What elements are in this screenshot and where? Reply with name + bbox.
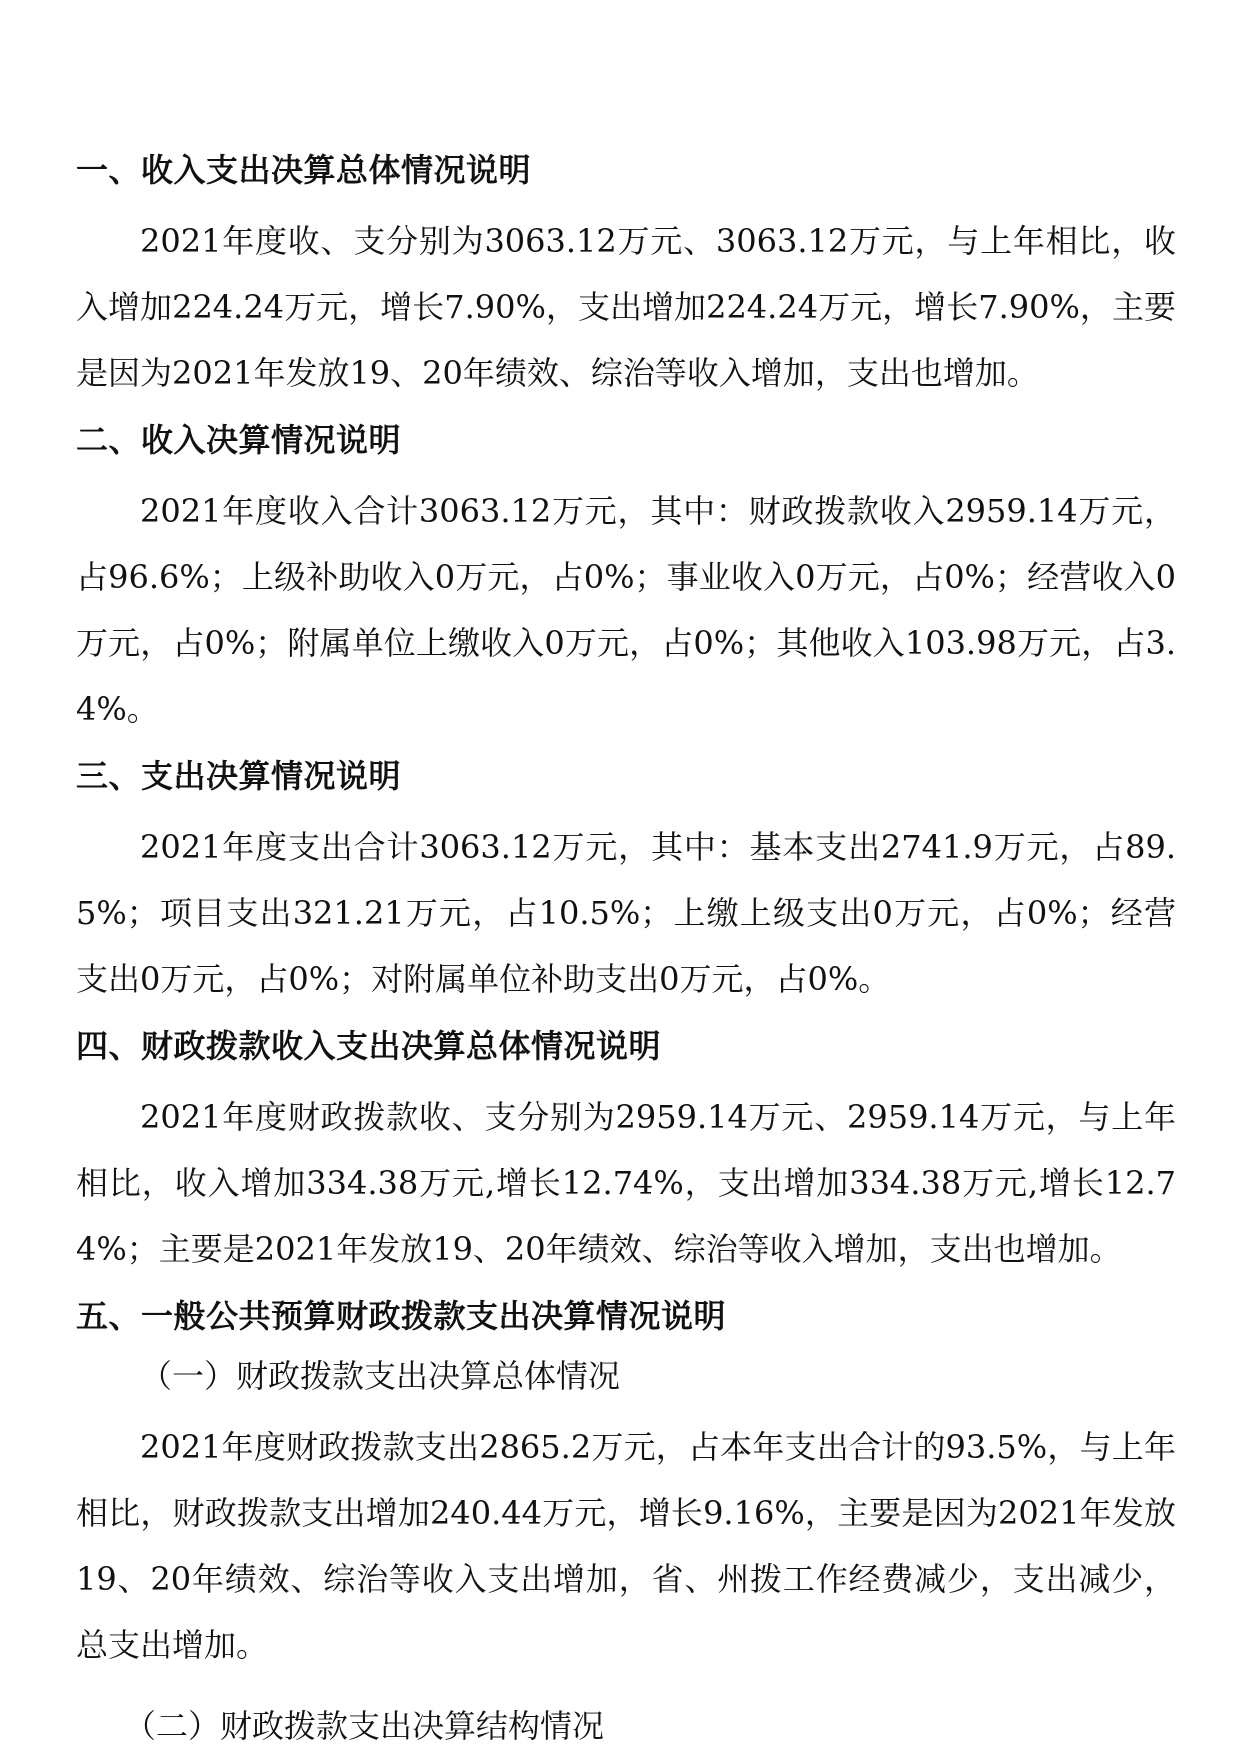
- section-5-sub-1-paragraph: 2021年度财政拨款支出2865.2万元，占本年支出合计的93.5%，与上年相比，财政拨款支出增加240.44万元，增长9.16%，主要是因为2021年发放19、20年绩效、综治等收入支出增加，省、州拨工作经费减少，支出减少，总支出增加。: [76, 1428, 1176, 1664]
- document-body: [76, 148, 1176, 1764]
- section-4-paragraph: 2021年度财政拨款收、支分别为2959.14万元、2959.14万元，与上年相比，收入增加334.38万元,增长12.74%，支出增加334.38万元,增长12.74%；主要是2021年发放19、20年绩效、综治等收入增加，支出也增加。: [76, 1098, 1176, 1268]
- section-1-paragraph: 2021年度收、支分别为3063.12万元、3063.12万元，与上年相比，收入增加224.24万元，增长7.90%，支出增加224.24万元，增长7.90%，主要是因为2021年发放19、20年绩效、综治等收入增加，支出也增加。: [76, 222, 1176, 392]
- section-4-heading: 四、财政拨款收入支出决算总体情况说明: [76, 1027, 662, 1065]
- section-5-sub-2-heading: （二）财政拨款支出决算结构情况: [124, 1707, 605, 1745]
- section-1-heading: 一、收入支出决算总体情况说明: [76, 151, 532, 189]
- section-3-heading: 三、支出决算情况说明: [76, 757, 402, 795]
- section-5-sub-1-heading: （一）财政拨款支出决算总体情况: [140, 1357, 621, 1395]
- section-2-heading: 二、收入决算情况说明: [76, 421, 402, 459]
- section-5-heading: 五、一般公共预算财政拨款支出决算情况说明: [76, 1297, 727, 1335]
- section-3-paragraph: 2021年度支出合计3063.12万元，其中：基本支出2741.9万元，占89.5%；项目支出321.21万元，占10.5%；上缴上级支出0万元，占0%；经营支出0万元，占0%；对附属单位补助支出0万元，占0%。: [76, 828, 1176, 998]
- section-2-paragraph: 2021年度收入合计3063.12万元，其中：财政拨款收入2959.14万元，占96.6%；上级补助收入0万元，占0%；事业收入0万元，占0%；经营收入0万元，占0%；附属单位上缴收入0万元，占0%；其他收入103.98万元，占3.4%。: [76, 492, 1176, 728]
